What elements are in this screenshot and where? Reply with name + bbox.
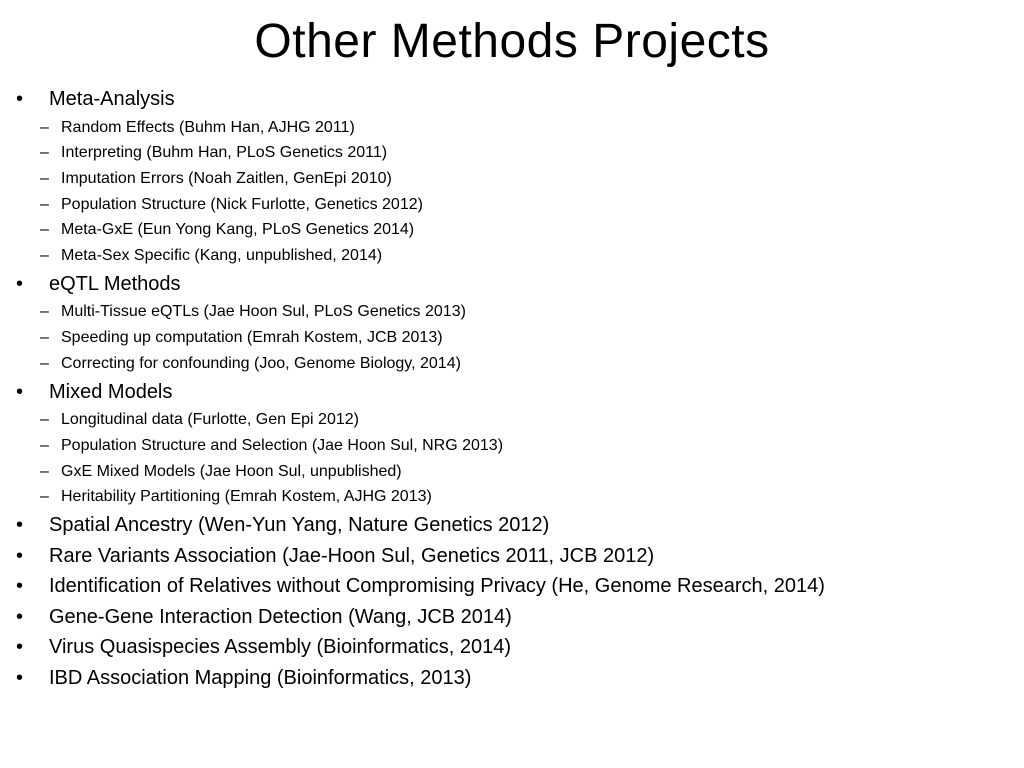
bullet-item <box>16 510 1016 541</box>
sub-bullet-label: Interpreting (Buhm Han, PLoS Genetics 2011) <box>61 144 388 162</box>
dash-icon: – <box>40 303 49 321</box>
sub-bullet-label: Population Structure and Selection (Jae Hoon Sul, NRG 2013) <box>61 436 504 454</box>
bullet-group <box>16 541 1016 572</box>
sub-bullet-item <box>16 484 1016 510</box>
bullet-label: eQTL Methods <box>49 272 181 295</box>
sub-bullet-label: Random Effects (Buhm Han, AJHG 2011) <box>61 118 355 136</box>
bullet-list <box>16 84 1016 693</box>
dash-icon: – <box>40 329 49 347</box>
bullet-dot-icon: • <box>16 380 24 403</box>
dash-icon: – <box>40 488 49 506</box>
sub-bullet-label: Longitudinal data (Furlotte, Gen Epi 2012) <box>61 411 359 429</box>
bullet-dot-icon: • <box>16 666 24 689</box>
bullet-group <box>16 84 1016 269</box>
bullet-dot-icon: • <box>16 272 24 295</box>
sub-bullet-item <box>16 115 1016 141</box>
sub-bullet-item <box>16 433 1016 459</box>
dash-icon: – <box>40 170 49 187</box>
sub-bullet-item <box>16 217 1016 243</box>
sub-bullet-item <box>16 166 1016 192</box>
dash-icon: – <box>40 195 49 213</box>
bullet-item <box>16 541 1016 572</box>
bullet-label: Gene-Gene Interaction Detection (Wang, JCB 2014) <box>49 605 512 628</box>
sub-bullet-list <box>16 407 1016 510</box>
bullet-group <box>16 510 1016 541</box>
sub-bullet-item <box>16 351 1016 377</box>
bullet-group <box>16 663 1016 694</box>
dash-icon: – <box>40 247 49 265</box>
bullet-item <box>16 571 1016 602</box>
dash-icon: – <box>40 462 49 480</box>
sub-bullet-label: Imputation Errors (Noah Zaitlen, GenEpi 2010) <box>61 170 392 187</box>
dash-icon: – <box>40 354 49 372</box>
sub-bullet-item <box>16 325 1016 351</box>
sub-bullet-list <box>16 115 1016 269</box>
bullet-item <box>16 84 1016 115</box>
sub-bullet-label: Speeding up computation (Emrah Kostem, JCB 2013) <box>61 329 443 347</box>
bullet-dot-icon: • <box>16 636 24 659</box>
sub-bullet-item <box>16 407 1016 433</box>
bullet-group <box>16 602 1016 633</box>
bullet-label: Spatial Ancestry (Wen-Yun Yang, Nature Genetics 2012) <box>49 513 550 536</box>
sub-bullet-label: Heritability Partitioning (Emrah Kostem, AJHG 2013) <box>61 488 432 506</box>
bullet-group <box>16 269 1016 377</box>
sub-bullet-item <box>16 299 1016 325</box>
bullet-item <box>16 632 1016 663</box>
bullet-dot-icon: • <box>16 513 24 536</box>
bullet-label: Rare Variants Association (Jae-Hoon Sul, Genetics 2011, JCB 2012) <box>49 544 655 567</box>
bullet-group <box>16 632 1016 663</box>
sub-bullet-item <box>16 243 1016 269</box>
bullet-item <box>16 269 1016 300</box>
bullet-label: Virus Quasispecies Assembly (Bioinformatics, 2014) <box>49 636 512 659</box>
sub-bullet-label: Multi-Tissue eQTLs (Jae Hoon Sul, PLoS Genetics 2013) <box>61 303 466 321</box>
bullet-label: Identification of Relatives without Compromising Privacy (He, Genome Research, 2014) <box>49 575 825 598</box>
bullet-dot-icon: • <box>16 88 24 110</box>
sub-bullet-item <box>16 459 1016 485</box>
sub-bullet-label: Population Structure (Nick Furlotte, Genetics 2012) <box>61 195 423 213</box>
sub-bullet-item <box>16 192 1016 218</box>
sub-bullet-label: Meta-Sex Specific (Kang, unpublished, 2014) <box>61 247 383 265</box>
sub-bullet-label: Correcting for confounding (Joo, Genome Biology, 2014) <box>61 354 461 372</box>
dash-icon: – <box>40 144 49 162</box>
bullet-group <box>16 377 1016 510</box>
sub-bullet-item <box>16 140 1016 166</box>
sub-bullet-list <box>16 299 1016 376</box>
sub-bullet-label: Meta-GxE (Eun Yong Kang, PLoS Genetics 2014) <box>61 221 415 239</box>
bullet-item <box>16 663 1016 694</box>
dash-icon: – <box>40 436 49 454</box>
dash-icon: – <box>40 118 49 136</box>
bullet-dot-icon: • <box>16 605 24 628</box>
slide-title: Other Methods Projects <box>254 15 770 68</box>
bullet-label: IBD Association Mapping (Bioinformatics, 2013) <box>49 666 472 689</box>
bullet-item <box>16 602 1016 633</box>
bullet-label: Meta-Analysis <box>49 88 175 110</box>
bullet-dot-icon: • <box>16 575 24 598</box>
sub-bullet-label: GxE Mixed Models (Jae Hoon Sul, unpublished) <box>61 462 402 480</box>
bullet-label: Mixed Models <box>49 380 173 403</box>
bullet-item <box>16 377 1016 408</box>
dash-icon: – <box>40 411 49 429</box>
bullet-dot-icon: • <box>16 544 24 567</box>
dash-icon: – <box>40 221 49 239</box>
bullet-group <box>16 571 1016 602</box>
